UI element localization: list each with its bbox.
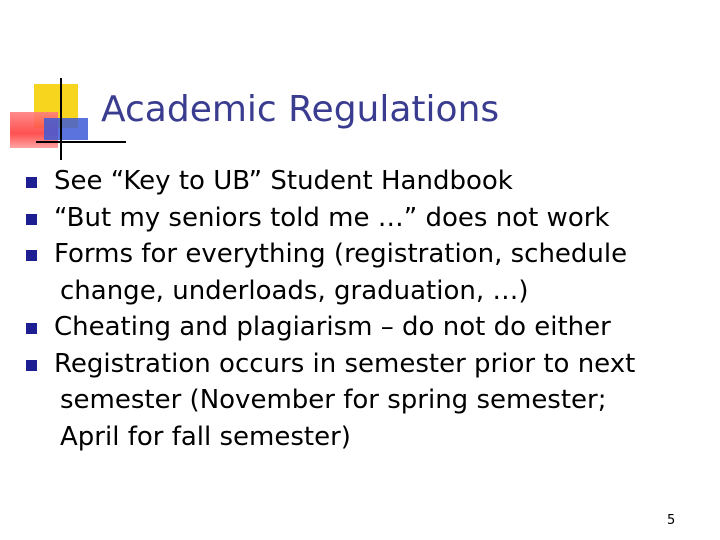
bullet-line-continuation: semester (November for spring semester;	[60, 385, 607, 415]
bullet-line: Forms for everything (registration, schedule	[54, 239, 628, 269]
bullet-line: Registration occurs in semester prior to next	[54, 348, 636, 379]
bullet-line: See “Key to UB” Student Handbook	[54, 166, 513, 196]
square-bullet-icon	[26, 323, 37, 334]
slide-title: Academic Regulations	[101, 89, 500, 130]
bullet-item	[26, 309, 706, 346]
bullet-item	[26, 163, 706, 200]
bullet-item	[26, 200, 706, 237]
bullet-line: “But my seniors told me …” does not work	[54, 202, 610, 233]
bullet-line-continuation: change, underloads, graduation, …)	[60, 275, 529, 306]
logo-blue-square	[44, 118, 88, 140]
bullet-text	[54, 163, 694, 200]
page-number: 5	[667, 513, 676, 528]
square-bullet-icon	[26, 177, 37, 188]
square-bullet-icon	[26, 250, 37, 261]
square-bullet-icon	[26, 214, 37, 225]
bullet-item	[26, 346, 706, 456]
bullet-line-continuation: April for fall semester)	[60, 421, 351, 452]
logo-vertical-line	[60, 78, 62, 160]
bullet-text	[54, 236, 694, 309]
bullet-list	[26, 163, 706, 455]
logo-horizontal-line	[36, 141, 126, 143]
bullet-text	[54, 346, 694, 456]
bullet-text	[54, 309, 694, 346]
square-bullet-icon	[26, 360, 37, 371]
bullet-line: Cheating and plagiarism – do not do either	[54, 312, 611, 342]
bullet-item	[26, 236, 706, 309]
slide-template-logo-icon	[0, 0, 110, 170]
bullet-text	[54, 200, 694, 237]
